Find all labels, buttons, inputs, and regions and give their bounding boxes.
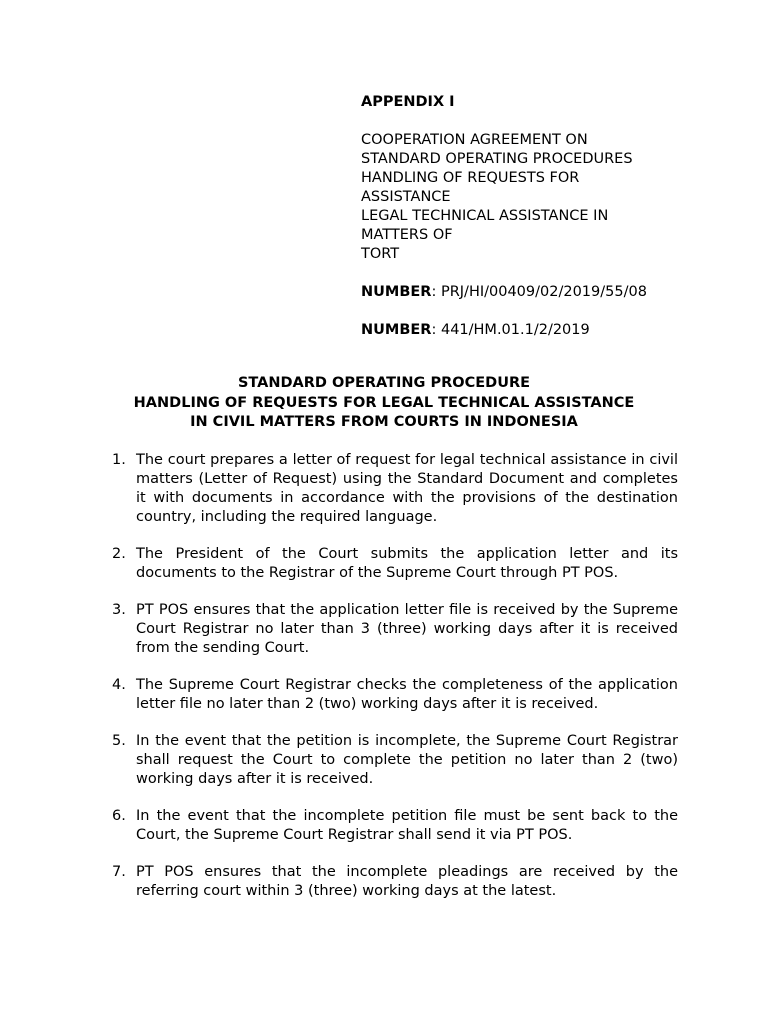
appendix-title: APPENDIX I [361, 94, 455, 110]
number-value: : PRJ/HI/00409/02/2019/55/08 [431, 284, 647, 300]
procedure-step [108, 601, 678, 658]
step-text: PT POS ensures that the application letter file is received by the Supreme Court Registrar no later than 3 (three) working days after it is received from the sending Court. [136, 602, 678, 656]
step-number: 6. [112, 808, 126, 824]
step-text: In the event that the petition is incomplete, the Supreme Court Registrar shall request the Court to complete the petition no later than 2 (two) working days after it is received. [136, 733, 678, 787]
step-text: The Supreme Court Registrar checks the completeness of the application letter file no later than 2 (two) working days after it is received. [136, 677, 678, 712]
agreement-line: HANDLING OF REQUESTS FOR [361, 170, 580, 186]
sop-title-line: IN CIVIL MATTERS FROM COURTS IN INDONESIA [190, 414, 578, 430]
procedure-step [108, 807, 678, 845]
agreement-line: LEGAL TECHNICAL ASSISTANCE IN [361, 208, 609, 224]
step-text: The court prepares a letter of request for legal technical assistance in civil matters (Letter of Request) using the Standard Document and completes it with documents in accordance with the provisions of the destination country, including the required language. [136, 452, 678, 525]
step-text: PT POS ensures that the incomplete pleadings are received by the referring court within 3 (three) working days at the latest. [136, 864, 678, 899]
agreement-line: ASSISTANCE [361, 189, 451, 205]
procedure-step [108, 676, 678, 714]
step-text: In the event that the incomplete petition file must be sent back to the Court, the Supreme Court Registrar shall send it via PT POS. [136, 808, 678, 843]
agreement-line: STANDARD OPERATING PROCEDURES [361, 151, 633, 167]
sop-title-line: HANDLING OF REQUESTS FOR LEGAL TECHNICAL ASSISTANCE [133, 394, 635, 411]
agreement-line: MATTERS OF [361, 227, 453, 243]
step-number: 7. [112, 864, 126, 880]
step-number: 2. [112, 546, 126, 562]
procedure-steps [108, 451, 678, 901]
step-number: 3. [112, 602, 126, 618]
procedure-step [108, 863, 678, 901]
number-line-2 [361, 321, 741, 340]
agreement-title [361, 131, 741, 264]
step-number: 4. [112, 677, 126, 693]
sop-title [84, 374, 684, 433]
sop-title-line: STANDARD OPERATING PROCEDURE [237, 375, 531, 391]
step-number: 1. [112, 452, 126, 468]
procedure-step [108, 451, 678, 527]
step-number: 5. [112, 733, 126, 749]
procedure-step [108, 732, 678, 789]
number-label: NUMBER [361, 322, 432, 338]
appendix-header [361, 93, 741, 340]
number-label: NUMBER [361, 284, 432, 300]
agreement-line: TORT [361, 246, 400, 262]
agreement-line: COOPERATION AGREEMENT ON [361, 132, 588, 148]
number-line-1 [361, 283, 741, 302]
number-value: : 441/HM.01.1/2/2019 [431, 322, 590, 338]
step-text: The President of the Court submits the application letter and its documents to the Registrar of the Supreme Court through PT POS. [136, 546, 678, 581]
procedure-step [108, 545, 678, 583]
